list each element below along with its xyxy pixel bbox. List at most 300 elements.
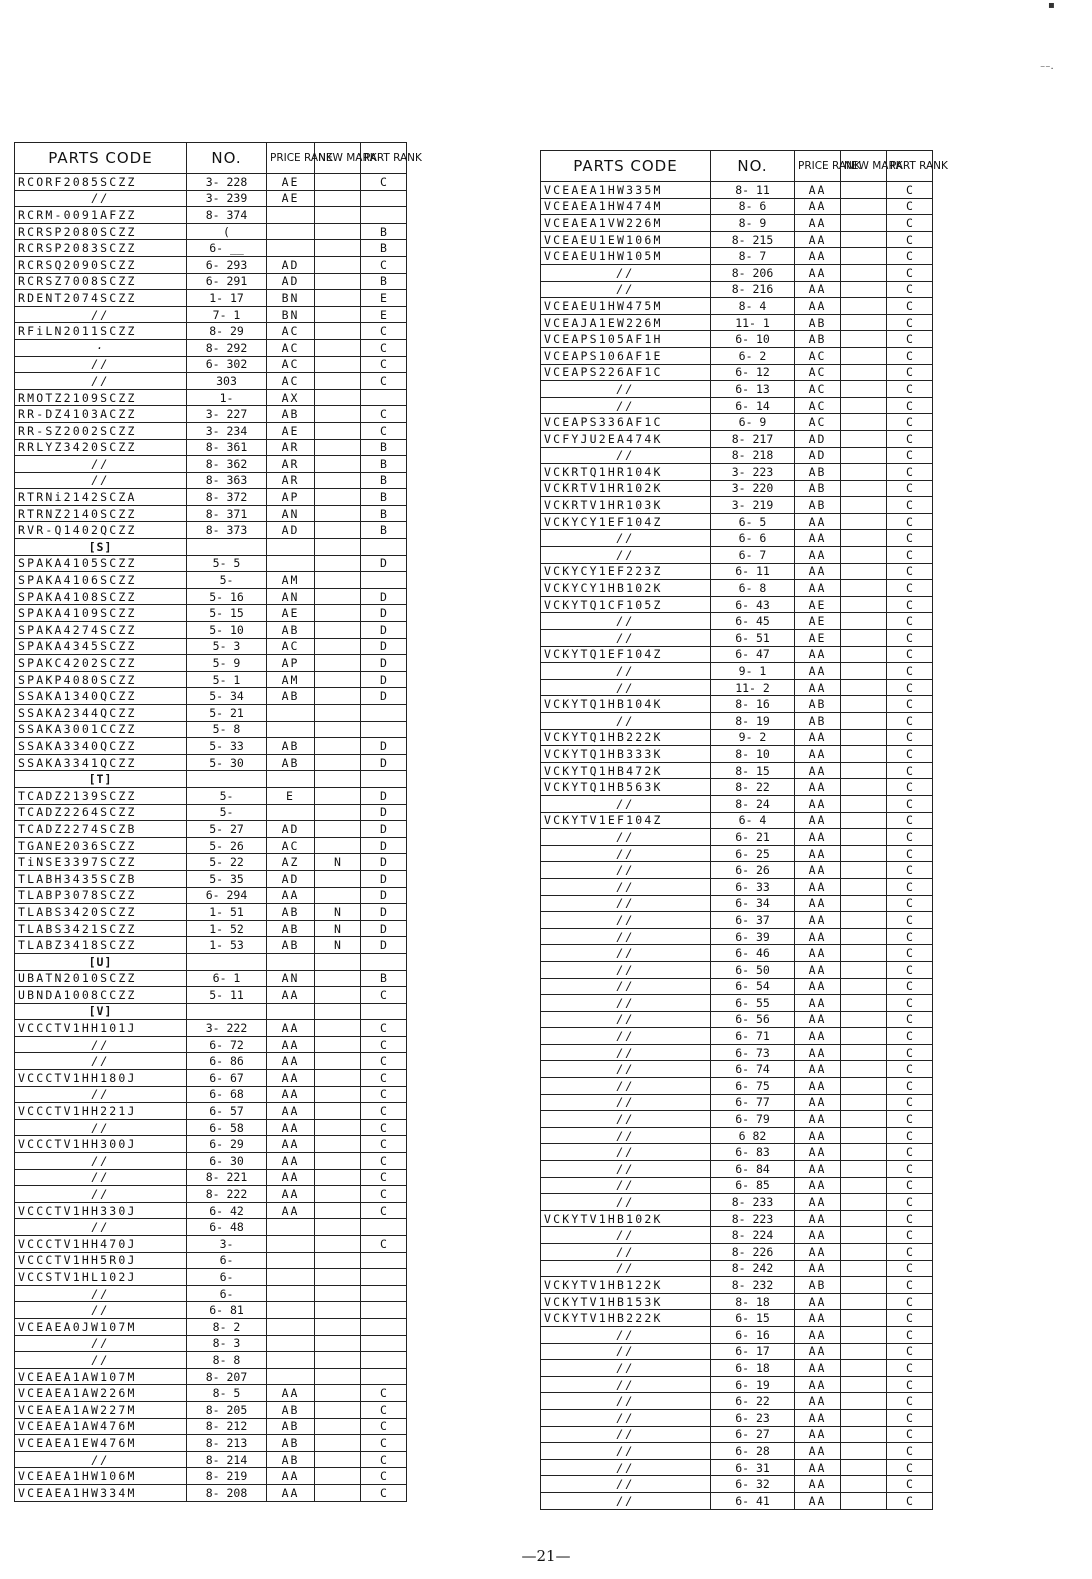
blank-cell: [407, 705, 509, 722]
parts-code-cell: RCRSQ2090SCZZ: [15, 256, 187, 273]
table-row: [15, 1318, 509, 1335]
new-mark-cell: [841, 1343, 887, 1360]
part-rank-cell: C: [887, 862, 933, 879]
price-rank-cell: AA: [795, 1393, 841, 1410]
table-row: [15, 190, 509, 207]
blank-cell: [933, 331, 1053, 348]
table-row: [15, 1385, 509, 1402]
table-row: [541, 1326, 1053, 1343]
blank-cell: [407, 937, 509, 954]
new-mark-cell: [841, 762, 887, 779]
blank-cell: [933, 1111, 1053, 1128]
ref-no-cell: 8- 5: [187, 1385, 267, 1402]
ref-no-cell: 8- 371: [187, 505, 267, 522]
ref-no-cell: 5- 5: [187, 555, 267, 572]
price-rank-cell: AA: [795, 1443, 841, 1460]
new-mark-cell: [841, 281, 887, 298]
price-rank-cell: AA: [795, 1177, 841, 1194]
price-rank-cell: AA: [795, 1244, 841, 1261]
table-row: [15, 821, 509, 838]
ref-no-cell: 1- 52: [187, 920, 267, 937]
blank-cell: [407, 688, 509, 705]
ref-no-cell: 6- 42: [187, 1202, 267, 1219]
blank-cell: [933, 1326, 1053, 1343]
parts-code-cell: VCCCTV1HH5R0J: [15, 1252, 187, 1269]
parts-code-cell: RR-SZ2002SCZZ: [15, 422, 187, 439]
parts-code-cell: SPAKP4080SCZZ: [15, 671, 187, 688]
table-row: [15, 555, 509, 572]
new-mark-cell: [315, 1484, 361, 1501]
blank-cell: [933, 746, 1053, 763]
part-rank-cell: C: [361, 987, 407, 1004]
part-rank-cell: C: [887, 264, 933, 281]
part-rank-cell: C: [887, 1127, 933, 1144]
table-row: [541, 696, 1053, 713]
new-mark-cell: [841, 961, 887, 978]
table-row: [541, 1127, 1053, 1144]
parts-code-cell: SPAKA4105SCZZ: [15, 555, 187, 572]
blank-cell: [407, 1219, 509, 1236]
part-rank-cell: C: [887, 1393, 933, 1410]
new-mark-cell: [841, 331, 887, 348]
part-rank-cell: C: [887, 696, 933, 713]
price-rank-cell: AA: [795, 646, 841, 663]
part-rank-cell: C: [887, 1476, 933, 1493]
table-row: [541, 480, 1053, 497]
table-row: [15, 721, 509, 738]
part-rank-cell: C: [887, 945, 933, 962]
part-rank-cell: C: [887, 215, 933, 232]
parts-code-cell: VCKYTV1HB222K: [541, 1310, 711, 1327]
part-rank-cell: C: [887, 331, 933, 348]
table-row: [15, 771, 509, 788]
parts-code-cell: VCCCTV1HH101J: [15, 1020, 187, 1037]
parts-code-cell: //: [541, 995, 711, 1012]
part-rank-cell: D: [361, 887, 407, 904]
parts-code-cell: [T]: [15, 771, 187, 788]
new-mark-cell: [315, 456, 361, 473]
blank-cell: [407, 1418, 509, 1435]
new-mark-cell: [315, 489, 361, 506]
table-row: [15, 887, 509, 904]
table-row: [15, 174, 509, 191]
price-rank-cell: AC: [267, 323, 315, 340]
ref-no-cell: [187, 953, 267, 970]
ref-no-cell: 5-: [187, 787, 267, 804]
price-rank-cell: E: [267, 787, 315, 804]
price-rank-cell: AN: [267, 970, 315, 987]
new-mark-cell: [841, 1426, 887, 1443]
ref-no-cell: 5- 34: [187, 688, 267, 705]
price-rank-cell: AA: [795, 580, 841, 597]
new-mark-cell: [315, 273, 361, 290]
blank-cell: [933, 696, 1053, 713]
price-rank-cell: AA: [267, 1119, 315, 1136]
ref-no-cell: 6- 85: [711, 1177, 795, 1194]
parts-code-cell: //: [541, 1194, 711, 1211]
part-rank-cell: [361, 1003, 407, 1020]
ref-no-cell: 5- 11: [187, 987, 267, 1004]
blank-cell: [933, 630, 1053, 647]
blank-cell: [407, 1119, 509, 1136]
table-row: [541, 1376, 1053, 1393]
new-mark-cell: [841, 995, 887, 1012]
part-rank-cell: C: [887, 480, 933, 497]
new-mark-cell: [841, 1011, 887, 1028]
price-rank-cell: AA: [795, 795, 841, 812]
ref-no-cell: 6- 18: [711, 1360, 795, 1377]
ref-no-cell: 6- 77: [711, 1094, 795, 1111]
table-row: [15, 1335, 509, 1352]
blank-cell: [933, 1476, 1053, 1493]
table-row: [541, 679, 1053, 696]
table-row: [15, 1285, 509, 1302]
part-rank-cell: D: [361, 622, 407, 639]
new-mark-cell: [841, 1376, 887, 1393]
price-rank-cell: AA: [795, 1260, 841, 1277]
price-rank-cell: AA: [795, 248, 841, 265]
part-rank-cell: B: [361, 240, 407, 257]
table-row: [541, 580, 1053, 597]
blank-cell: [933, 1011, 1053, 1028]
blank-cell: [933, 1310, 1053, 1327]
blank-cell: [407, 754, 509, 771]
part-rank-cell: D: [361, 937, 407, 954]
new-mark-cell: [841, 1061, 887, 1078]
parts-code-cell: //: [541, 547, 711, 564]
table-row: [15, 688, 509, 705]
part-rank-cell: C: [887, 1277, 933, 1294]
ref-no-cell: 6- 79: [711, 1111, 795, 1128]
blank-cell: [933, 912, 1053, 929]
new-mark-cell: [315, 1036, 361, 1053]
price-rank-cell: AC: [795, 347, 841, 364]
price-rank-cell: AA: [267, 1153, 315, 1170]
table-row: [15, 638, 509, 655]
blank-cell: [933, 1393, 1053, 1410]
parts-code-cell: //: [15, 373, 187, 390]
blank-cell: [933, 264, 1053, 281]
price-rank-cell: AA: [795, 762, 841, 779]
table-row: [541, 779, 1053, 796]
parts-code-cell: VCFYJU2EA474K: [541, 430, 711, 447]
price-rank-cell: AA: [795, 812, 841, 829]
part-rank-cell: D: [361, 920, 407, 937]
blank-cell: [933, 812, 1053, 829]
parts-code-cell: RVR-Q1402QCZZ: [15, 522, 187, 539]
new-mark-cell: [315, 1020, 361, 1037]
table-row: [541, 762, 1053, 779]
parts-code-cell: //: [541, 1227, 711, 1244]
price-rank-cell: AD: [267, 821, 315, 838]
blank-cell: [407, 456, 509, 473]
price-rank-cell: AR: [267, 456, 315, 473]
blank-cell: [407, 1368, 509, 1385]
ref-no-cell: [187, 539, 267, 556]
new-mark-cell: [841, 198, 887, 215]
part-rank-cell: C: [887, 414, 933, 431]
blank-cell: [933, 1177, 1053, 1194]
table-row: [541, 347, 1053, 364]
ref-no-cell: 6- 31: [711, 1459, 795, 1476]
parts-code-cell: VCKRTQ1HR104K: [541, 464, 711, 481]
part-rank-cell: C: [887, 464, 933, 481]
new-mark-cell: [841, 1310, 887, 1327]
table-row: [541, 713, 1053, 730]
part-rank-cell: C: [887, 347, 933, 364]
table-row: [541, 1360, 1053, 1377]
table-row: [541, 331, 1053, 348]
blank-cell: [933, 430, 1053, 447]
table-row: [15, 1169, 509, 1186]
right-header-row: [541, 151, 1053, 182]
price-rank-cell: AA: [795, 1210, 841, 1227]
table-row: [541, 1161, 1053, 1178]
parts-code-cell: //: [541, 1078, 711, 1095]
new-mark-cell: [315, 821, 361, 838]
table-row: [541, 1459, 1053, 1476]
table-row: [541, 1177, 1053, 1194]
new-mark-cell: [315, 655, 361, 672]
part-rank-cell: [361, 1302, 407, 1319]
new-mark-cell: [841, 1409, 887, 1426]
table-row: [541, 1078, 1053, 1095]
price-rank-cell: AA: [795, 1360, 841, 1377]
ref-no-cell: 6- 28: [711, 1443, 795, 1460]
price-rank-cell: AA: [795, 182, 841, 199]
table-row: [15, 1269, 509, 1286]
new-mark-cell: [315, 1169, 361, 1186]
part-rank-cell: D: [361, 588, 407, 605]
parts-code-cell: VCEAEU1HW475M: [541, 298, 711, 315]
part-rank-cell: C: [887, 1061, 933, 1078]
blank-cell: [407, 1086, 509, 1103]
blank-cell: [933, 862, 1053, 879]
blank-cell: [407, 1169, 509, 1186]
part-rank-cell: C: [887, 779, 933, 796]
table-row: [15, 1103, 509, 1120]
new-mark-cell: [841, 613, 887, 630]
table-row: [541, 1210, 1053, 1227]
table-row: [541, 264, 1053, 281]
part-rank-cell: C: [887, 1459, 933, 1476]
part-rank-cell: [361, 721, 407, 738]
price-rank-cell: BN: [267, 290, 315, 307]
price-rank-cell: [267, 1302, 315, 1319]
part-rank-cell: C: [361, 1086, 407, 1103]
new-mark-cell: [841, 596, 887, 613]
price-rank-cell: AE: [267, 174, 315, 191]
new-mark-cell: [841, 563, 887, 580]
ref-no-cell: 8- 16: [711, 696, 795, 713]
parts-code-cell: //: [541, 630, 711, 647]
ref-no-cell: 8- 15: [711, 762, 795, 779]
part-rank-cell: C: [361, 1153, 407, 1170]
new-mark-cell: [315, 622, 361, 639]
price-rank-cell: AC: [267, 356, 315, 373]
ref-no-cell: 6- 7: [711, 547, 795, 564]
table-row: [541, 364, 1053, 381]
price-rank-cell: AA: [267, 1070, 315, 1087]
blank-cell: [407, 821, 509, 838]
blank-cell: [933, 596, 1053, 613]
part-rank-cell: B: [361, 489, 407, 506]
ref-no-cell: 6- 33: [711, 878, 795, 895]
new-mark-cell: [841, 1194, 887, 1211]
part-rank-cell: C: [887, 713, 933, 730]
new-mark-cell: [315, 771, 361, 788]
table-row: [541, 663, 1053, 680]
new-mark-cell: [841, 381, 887, 398]
blank-cell: [407, 190, 509, 207]
parts-code-cell: TCADZ2264SCZZ: [15, 804, 187, 821]
part-rank-cell: C: [887, 1293, 933, 1310]
part-rank-cell: C: [887, 231, 933, 248]
price-rank-cell: AA: [795, 746, 841, 763]
parts-code-cell: //: [541, 1376, 711, 1393]
part-rank-cell: C: [361, 1435, 407, 1452]
table-row: [15, 456, 509, 473]
blank-cell: [407, 1070, 509, 1087]
part-rank-cell: C: [361, 1036, 407, 1053]
part-rank-cell: C: [361, 323, 407, 340]
price-rank-cell: AB: [267, 738, 315, 755]
price-rank-cell: AB: [795, 480, 841, 497]
table-row: [541, 1277, 1053, 1294]
new-mark-cell: [315, 671, 361, 688]
ref-no-cell: 5- 27: [187, 821, 267, 838]
ref-no-cell: 6- 43: [711, 596, 795, 613]
ref-no-cell: 8- 214: [187, 1451, 267, 1468]
price-rank-cell: AC: [267, 638, 315, 655]
new-mark-cell: [841, 397, 887, 414]
scan-speck: ▪: [1048, 0, 1055, 11]
new-mark-cell: [315, 1070, 361, 1087]
ref-no-cell: 6- 1: [187, 970, 267, 987]
table-row: [15, 356, 509, 373]
new-mark-cell: [315, 837, 361, 854]
ref-no-cell: 8- 212: [187, 1418, 267, 1435]
ref-no-cell: 3- 234: [187, 422, 267, 439]
new-mark-cell: [315, 555, 361, 572]
parts-code-cell: //: [541, 1443, 711, 1460]
table-row: [15, 920, 509, 937]
parts-code-cell: //: [541, 1393, 711, 1410]
blank-cell: [407, 1401, 509, 1418]
table-row: [15, 539, 509, 556]
parts-code-cell: VCCCTV1HH330J: [15, 1202, 187, 1219]
ref-no-cell: 5- 15: [187, 605, 267, 622]
parts-code-cell: //: [541, 1061, 711, 1078]
ref-no-cell: 8- 9: [711, 215, 795, 232]
part-rank-cell: C: [887, 978, 933, 995]
table-row: [541, 430, 1053, 447]
parts-code-cell: //: [15, 1285, 187, 1302]
blank-cell: [407, 887, 509, 904]
price-rank-cell: AB: [267, 688, 315, 705]
table-row: [541, 878, 1053, 895]
part-rank-cell: C: [361, 174, 407, 191]
new-mark-cell: [841, 928, 887, 945]
new-mark-cell: [315, 223, 361, 240]
new-mark-cell: [841, 895, 887, 912]
price-rank-cell: [267, 1219, 315, 1236]
ref-no-cell: 6 82: [711, 1127, 795, 1144]
table-row: [541, 1011, 1053, 1028]
part-rank-cell: C: [887, 613, 933, 630]
parts-code-cell: //: [15, 472, 187, 489]
part-rank-cell: C: [887, 729, 933, 746]
header-part-rank: PART RANK: [361, 143, 407, 174]
table-row: [541, 231, 1053, 248]
parts-code-cell: //: [541, 1409, 711, 1426]
parts-code-cell: [V]: [15, 1003, 187, 1020]
ref-no-cell: 8- 6: [711, 198, 795, 215]
part-rank-cell: [361, 705, 407, 722]
price-rank-cell: AE: [267, 605, 315, 622]
ref-no-cell: 8- 374: [187, 207, 267, 224]
part-rank-cell: C: [887, 928, 933, 945]
parts-code-cell: RTRNi2142SCZA: [15, 489, 187, 506]
new-mark-cell: [841, 298, 887, 315]
new-mark-cell: [315, 356, 361, 373]
blank-cell: [933, 497, 1053, 514]
parts-code-cell: //: [15, 1119, 187, 1136]
ref-no-cell: 6- 6: [711, 530, 795, 547]
price-rank-cell: AA: [795, 298, 841, 315]
ref-no-cell: 6- 48: [187, 1219, 267, 1236]
table-row: [15, 273, 509, 290]
part-rank-cell: C: [361, 256, 407, 273]
ref-no-cell: 8- 372: [187, 489, 267, 506]
parts-code-cell: RCORF2085SCZZ: [15, 174, 187, 191]
table-row: [541, 1227, 1053, 1244]
price-rank-cell: AA: [795, 547, 841, 564]
table-row: [15, 870, 509, 887]
part-rank-cell: C: [887, 198, 933, 215]
parts-code-cell: //: [541, 862, 711, 879]
price-rank-cell: AA: [795, 945, 841, 962]
new-mark-cell: [841, 1244, 887, 1261]
part-rank-cell: B: [361, 472, 407, 489]
table-row: [15, 339, 509, 356]
price-rank-cell: [267, 1269, 315, 1286]
price-rank-cell: [267, 1285, 315, 1302]
blank-cell: [933, 928, 1053, 945]
ref-no-cell: 3- 223: [711, 464, 795, 481]
part-rank-cell: C: [887, 563, 933, 580]
new-mark-cell: [315, 472, 361, 489]
parts-code-cell: TLABS3420SCZZ: [15, 904, 187, 921]
price-rank-cell: AA: [795, 1293, 841, 1310]
price-rank-cell: AE: [267, 190, 315, 207]
parts-code-cell: //: [541, 1011, 711, 1028]
table-row: [541, 281, 1053, 298]
new-mark-cell: [315, 439, 361, 456]
blank-cell: [407, 389, 509, 406]
ref-no-cell: 6- 291: [187, 273, 267, 290]
part-rank-cell: C: [887, 829, 933, 846]
price-rank-cell: AA: [795, 1078, 841, 1095]
new-mark-cell: [315, 1053, 361, 1070]
ref-no-cell: 6- 55: [711, 995, 795, 1012]
new-mark-cell: [841, 364, 887, 381]
new-mark-cell: [841, 1260, 887, 1277]
ref-no-cell: 8- 232: [711, 1277, 795, 1294]
blank-cell: [933, 679, 1053, 696]
part-rank-cell: D: [361, 605, 407, 622]
blank-cell: [407, 240, 509, 257]
